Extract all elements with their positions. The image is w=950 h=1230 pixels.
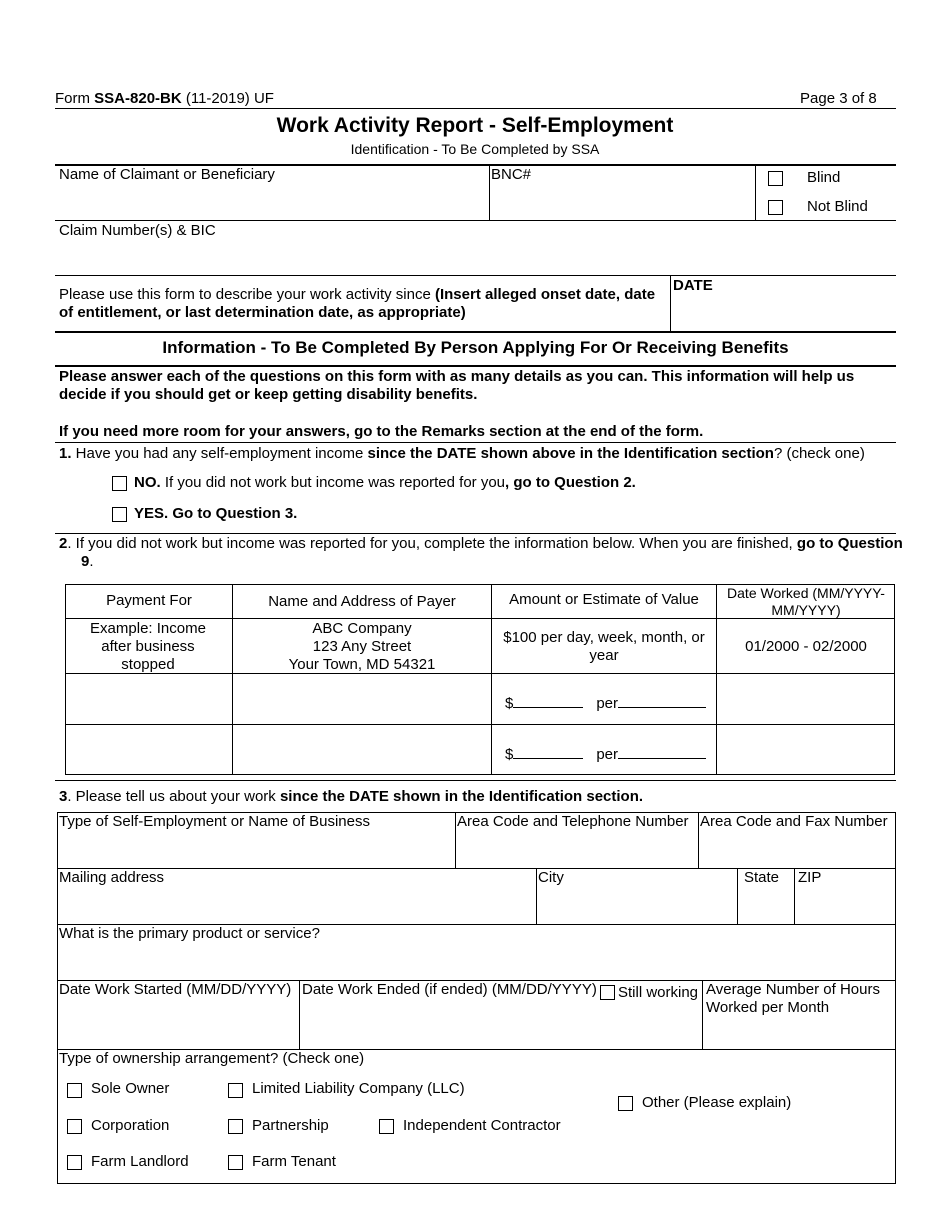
column-header: Name and Address of Payer bbox=[268, 593, 456, 610]
date-started-label: Date Work Started (MM/DD/YYYY) bbox=[59, 981, 292, 998]
example-payer-line: Your Town, MD 54321 bbox=[288, 656, 436, 673]
page-number: Page 3 of 8 bbox=[800, 90, 877, 107]
ownership-label: Type of ownership arrangement? (Check one) bbox=[59, 1050, 365, 1067]
partnership-checkbox[interactable] bbox=[228, 1119, 243, 1134]
date-ended-label: Date Work Ended (if ended) (MM/DD/YYYY) bbox=[302, 981, 597, 998]
divider bbox=[536, 868, 537, 924]
divider bbox=[737, 868, 738, 924]
example-payer-line: ABC Company bbox=[312, 620, 412, 637]
partnership-label: Partnership bbox=[252, 1117, 329, 1134]
farm-landlord-label: Farm Landlord bbox=[91, 1153, 189, 1170]
corporation-checkbox[interactable] bbox=[67, 1119, 82, 1134]
llc-checkbox[interactable] bbox=[228, 1083, 243, 1098]
divider bbox=[794, 868, 795, 924]
average-hours-label: Average Number of Hours Worked per Month bbox=[706, 981, 880, 1016]
remarks-instruction: If you need more room for your answers, go to the Remarks section at the end of the form. bbox=[59, 423, 704, 440]
onset-instruction: Please use this form to describe your work activity since (Insert alleged onset date, date of entitlement, or last determination date, as appropriate) bbox=[59, 286, 656, 321]
amount-field-row-1[interactable]: $ per bbox=[505, 693, 706, 713]
amount-field-row-2[interactable]: $ per bbox=[505, 744, 706, 764]
page-title: Work Activity Report - Self-Employment bbox=[276, 114, 674, 137]
zip-label: ZIP bbox=[798, 869, 822, 886]
farm-tenant-checkbox[interactable] bbox=[228, 1155, 243, 1170]
llc-label: Limited Liability Company (LLC) bbox=[252, 1080, 465, 1097]
not-blind-label: Not Blind bbox=[807, 198, 868, 215]
farm-landlord-checkbox[interactable] bbox=[67, 1155, 82, 1170]
blind-label: Blind bbox=[807, 169, 841, 186]
farm-tenant-label: Farm Tenant bbox=[252, 1153, 336, 1170]
header-rule bbox=[55, 108, 896, 109]
divider bbox=[489, 165, 490, 220]
instructions-paragraph: Please answer each of the questions on this form with as many details as you can. This information will help us decide if you should get or keep getting disability benefits. bbox=[59, 368, 855, 403]
question-3: 3. Please tell us about your work since the DATE shown in the Identification section. bbox=[59, 788, 644, 805]
information-heading: Information - To Be Completed By Person Applying For Or Receiving Benefits bbox=[162, 338, 789, 357]
sole-owner-checkbox[interactable] bbox=[67, 1083, 82, 1098]
bnc-label: BNC# bbox=[491, 166, 532, 183]
other-checkbox[interactable] bbox=[618, 1096, 633, 1111]
example-payer-line: 123 Any Street bbox=[312, 638, 412, 655]
example-date: 01/2000 - 02/2000 bbox=[745, 638, 867, 655]
example-payment-for: Example: Income after business stopped bbox=[90, 620, 206, 673]
claimant-name-label: Name of Claimant or Beneficiary bbox=[59, 166, 275, 183]
city-label: City bbox=[538, 869, 564, 886]
column-header: Payment For bbox=[106, 592, 192, 609]
divider bbox=[670, 276, 671, 331]
not-blind-checkbox[interactable] bbox=[768, 200, 783, 215]
q1-yes-label: YES. Go to Question 3. bbox=[134, 505, 298, 522]
primary-product-label: What is the primary product or service? bbox=[59, 925, 320, 942]
corporation-label: Corporation bbox=[91, 1117, 170, 1134]
q1-no-checkbox[interactable] bbox=[112, 476, 127, 491]
state-label: State bbox=[744, 869, 780, 886]
column-header: Date Worked (MM/YYYY-MM/YYYY) bbox=[727, 585, 885, 618]
divider bbox=[55, 533, 896, 534]
divider bbox=[698, 812, 699, 868]
business-name-label: Type of Self-Employment or Name of Business bbox=[59, 813, 370, 830]
q1-yes-checkbox[interactable] bbox=[112, 507, 127, 522]
divider bbox=[65, 724, 895, 725]
q1-no-label: NO. If you did not work but income was reported for you, go to Question 2. bbox=[134, 474, 636, 491]
example-amount: $100 per day, week, month, or year bbox=[503, 629, 705, 664]
divider bbox=[55, 780, 896, 781]
divider bbox=[55, 442, 896, 443]
column-header: Amount or Estimate of Value bbox=[509, 591, 699, 608]
form-number: Form SSA-820-BK (11-2019) UF bbox=[55, 90, 274, 107]
divider bbox=[702, 980, 703, 1049]
claim-number-label: Claim Number(s) & BIC bbox=[59, 222, 216, 239]
still-working-label: Still working bbox=[618, 984, 699, 1001]
mailing-address-label: Mailing address bbox=[59, 869, 165, 886]
divider bbox=[55, 220, 896, 221]
divider bbox=[491, 584, 492, 775]
divider bbox=[55, 275, 896, 276]
fax-label: Area Code and Fax Number bbox=[700, 813, 888, 830]
blind-checkbox[interactable] bbox=[768, 171, 783, 186]
telephone-label: Area Code and Telephone Number bbox=[457, 813, 689, 830]
date-label: DATE bbox=[673, 277, 713, 294]
divider bbox=[455, 812, 456, 868]
divider bbox=[755, 165, 756, 220]
still-working-checkbox[interactable] bbox=[600, 985, 615, 1000]
divider bbox=[55, 331, 896, 333]
question-1: 1. Have you had any self-employment income since the DATE shown above in the Identification section? (check one) bbox=[59, 445, 865, 462]
divider bbox=[299, 980, 300, 1049]
page-subtitle: Identification - To Be Completed by SSA bbox=[350, 141, 600, 157]
divider bbox=[55, 365, 896, 367]
other-label: Other (Please explain) bbox=[642, 1094, 792, 1111]
question-2: 2. If you did not work but income was reported for you, complete the information below. When you are finished, go to Question 9. bbox=[59, 535, 903, 570]
independent-contractor-checkbox[interactable] bbox=[379, 1119, 394, 1134]
independent-contractor-label: Independent Contractor bbox=[403, 1117, 561, 1134]
sole-owner-label: Sole Owner bbox=[91, 1080, 170, 1097]
divider bbox=[232, 584, 233, 775]
